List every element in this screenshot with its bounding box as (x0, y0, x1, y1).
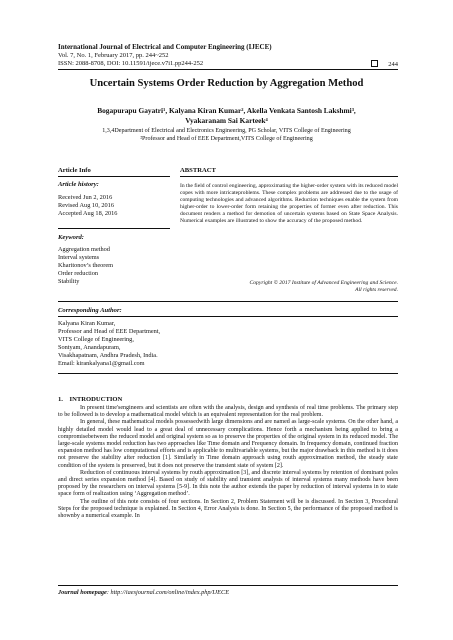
header-rule (58, 69, 398, 70)
section-heading: 1. INTRODUCTION (58, 396, 123, 403)
square-icon (371, 60, 378, 67)
body-paragraph: The outline of this note consists of four sections. In Section 2, Problem Statement will be is discussed. In Section 3, Procedural Steps for the proposed technique is explained. In Section 4, Error Analysis is done. In Section 5, the performance of the proposed method is shownby a numerical example. In (58, 498, 398, 520)
history-list (58, 194, 117, 218)
affiliation-1: 1,3,4Department of Electrical and Electronics Engineering, PG Scholar, VITS College of Engineering (102, 128, 351, 134)
affiliations (40, 128, 413, 143)
history-item: Received Jun 2, 2016 (58, 194, 113, 201)
page-number-block (371, 60, 398, 69)
corresponding-author-label: Corresponding Author: (58, 307, 122, 314)
article-info-heading: Article Info (58, 167, 91, 174)
body-paragraph: In present time'sengineers and scientists are often with the analysis, design and synthesis of real time problems. The primary step to be followed is to develop a mathematical model which is an equivalent representation for the real problem. (58, 405, 398, 419)
journal-homepage (58, 589, 229, 596)
corresponding-author-details (58, 320, 160, 368)
abstract-text: In the field of control engineering, approximating the higher-order system with its reduced model copes with more intricateproblems. These complex problems are addressed due to the usage of computing technologies and advanced algorithms. Reduction techniques enable the system from higher-order to lower-order form retaining the properties of former even after reduction. This document renders a method for demotion of uncertain systems based on State Space Analysis. Numerical examples are illustrated to show the accuracy of the proposed method. (180, 183, 398, 224)
copyright-line-1: Copyright © 2017 Institute of Advanced Engineering and Science. (249, 280, 398, 286)
author-line-1: Bogapurapu Gayatri¹, Kalyana Kiran Kumar², Akella Venkata Santosh Lakshmi³, (97, 106, 356, 115)
corresponding-rule (58, 316, 398, 317)
corresponding-bottom-rule (58, 373, 398, 374)
journal-volume: Vol. 7, No. 1, February 2017, pp. 244~252 (58, 51, 169, 59)
author-list (40, 106, 413, 125)
body-paragraph: Reduction of continuous interval systems by routh approximation [3], and discrete interval systems by retention of dominant poles and direct series expansion method [4]. Based on study of stability and transient analysis of interval systems many methods have been proposed by the researchers on interval systems [5-9]. In this note the author extends the paper by reduction of interval systems in to state space form of realization using ‘Aggregation method’. (58, 469, 398, 498)
page-number: 244 (388, 60, 398, 68)
history-rule (58, 228, 170, 229)
section-body (58, 405, 398, 520)
footer-rule (58, 585, 398, 586)
homepage-label: Journal homepage (58, 589, 107, 596)
keyword-item: Aggregation method (58, 246, 110, 253)
journal-header (58, 44, 398, 67)
info-bottom-rule (58, 301, 398, 302)
copyright-notice (180, 280, 398, 294)
history-item: Accepted Aug 18, 2016 (58, 210, 118, 217)
affiliation-2: ²Professor and Head of EEE Department,VITS College of Engineering (140, 135, 313, 142)
journal-issn: ISSN: 2088-8708, DOI: 10.11591/ijece.v7i1.pp244-252 (58, 59, 204, 67)
keyword-list (58, 246, 113, 286)
homepage-url: : http://iaesjournal.com/online/index.php/IJECE (106, 589, 230, 596)
abstract-rule (180, 176, 398, 177)
paper-title: Uncertain Systems Order Reduction by Aggregation Method (89, 78, 364, 89)
copyright-line-2: All rights reserved. (355, 287, 398, 293)
corresponding-line: Kalyana Kiran Kumar, (58, 320, 116, 327)
keyword-item: Interval systems (58, 254, 100, 261)
article-info-rule (58, 176, 170, 177)
corresponding-line: Professor and Head of EEE Department, (58, 328, 161, 335)
body-paragraph: In general, these mathematical models possessedwith large dimensions and are named as large-scale systems. On the other hand, a highly detailed model would lead to a great deal of unnecessary complications. Hence forth a mechanism being applied to bring a compromisebetween the reduced model and original system so as to preserve the properties of the original system in its reduced model. The large-scale systems model reduction has two approaches like Time domain and Frequency domain. In frequency domain, continued fraction expansion method has low computational efforts and is applicable to multivariable systems, but the major drawback in this method is it does not preserve the stability after reduction [1]. Similarly in Time domain approach using routh approximation method, the steady state condition of the system is preserved, but it does not preserve the transient state of system [2]. (58, 419, 398, 469)
corresponding-email: Email: kirankalyana1@gmail.com (58, 360, 145, 367)
author-line-2: Vyakaranam Sai Karteek⁴ (185, 115, 268, 125)
keyword-label: Keyword: (58, 234, 85, 241)
keyword-item: Order reduction (58, 270, 99, 277)
history-label: Article history: (58, 181, 99, 188)
corresponding-line: Sontyam, Anandapuram, (58, 344, 121, 351)
history-item: Revised Aug 10, 2016 (58, 202, 114, 209)
abstract-heading: ABSTRACT (180, 167, 216, 174)
keyword-item: Kharitonov’s theorem (58, 262, 114, 269)
corresponding-line: VITS College of Engineering, (58, 336, 134, 343)
journal-name: International Journal of Electrical and Computer Engineering (IJECE) (58, 43, 272, 51)
corresponding-line: Visakhapatnam, Andhra Pradesh, India. (58, 352, 158, 359)
keyword-item: Stability (58, 278, 80, 285)
